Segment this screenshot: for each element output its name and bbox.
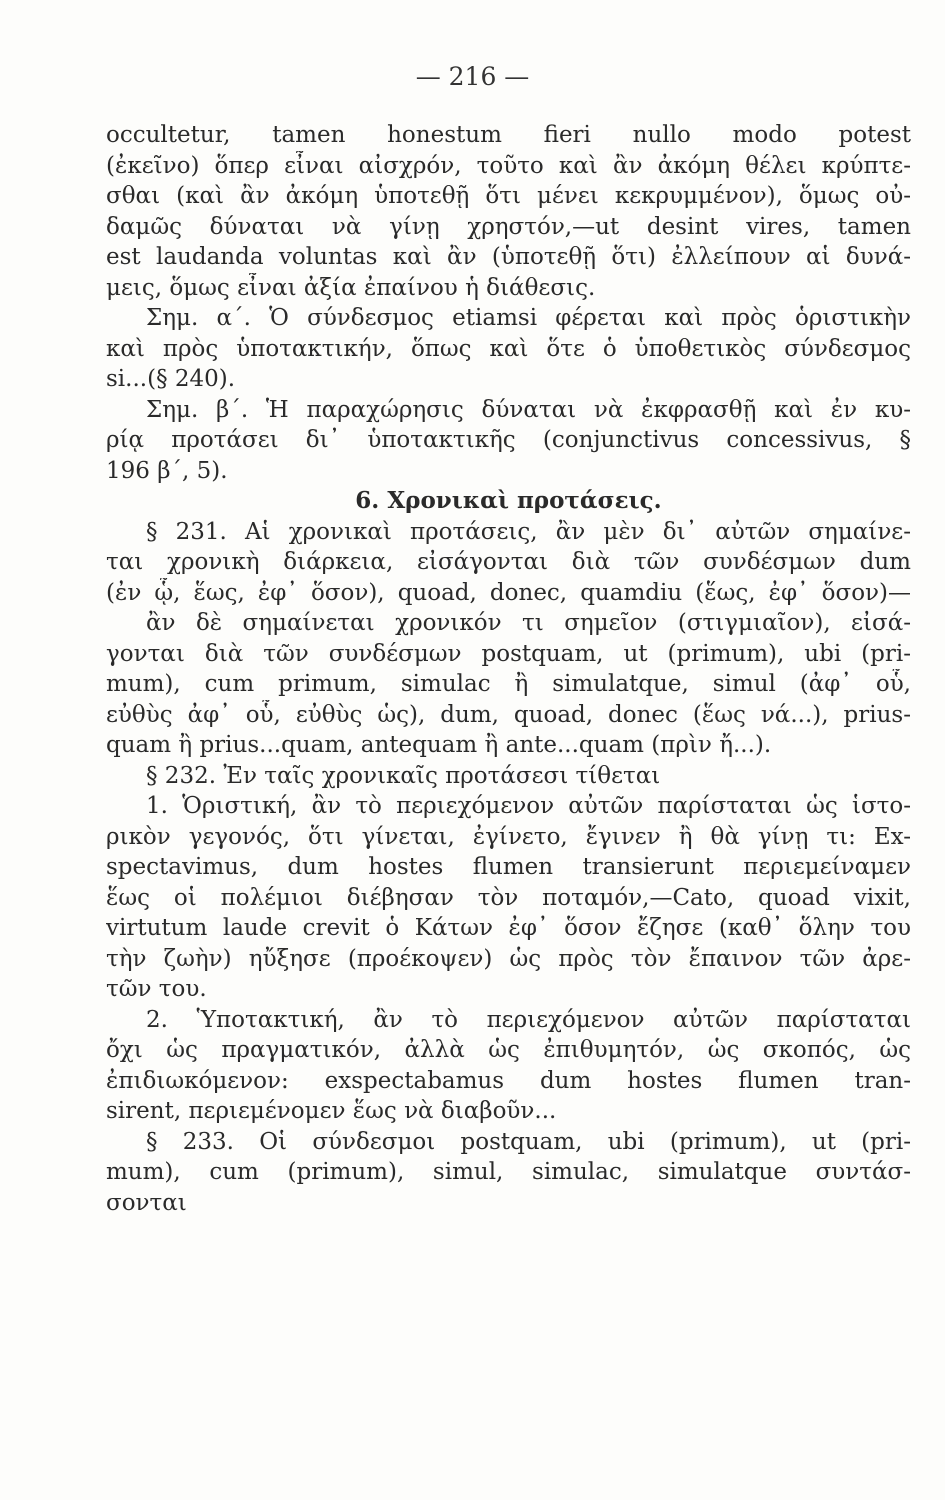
text-line: σονται — [106, 1189, 187, 1216]
text-line: τῶν του. — [106, 976, 207, 1002]
text-line: τὴν ζωὴν) ηὔξησε (προέκοψεν) ὡς πρὸς τὸν ἔπαινον τῶν ἀρε- — [106, 945, 911, 972]
text-line: ρίᾳ προτάσει δι᾿ ὑποτακτικῆς (conjunctivus concessivus, § — [106, 427, 911, 453]
text-line: § 232. Ἐν ταῖς χρονικαῖς προτάσεσι τίθεται — [146, 762, 661, 789]
text-line: ἐπιδιωκόμενον: exspectabamus dum hostes flumen tran- — [106, 1067, 911, 1094]
text-line: sirent, περιεμένομεν ἕως νὰ διαβοῦν... — [106, 1098, 557, 1124]
text-line: μεις, ὅμως εἶναι ἀξία ἐπαίνου ἡ διάθεσις. — [106, 274, 596, 301]
text-line: mum), cum (primum), simul, simulac, simulatque συντάσ- — [106, 1159, 911, 1185]
text-line: occultetur, tamen honestum fieri nullo modo potest — [106, 122, 911, 148]
page-number: — 216 — — [415, 62, 530, 91]
text-line: δαμῶς δύναται νὰ γίνῃ χρηστόν,—ut desint vires, tamen — [106, 213, 911, 240]
text-line: Σημ. β΄. Ἡ παραχώρησις δύναται νὰ ἐκφρασθῇ καὶ ἐν κυ- — [146, 396, 911, 423]
text-line: σθαι (καὶ ἂν ἀκόμη ὑποτεθῇ ὅτι μένει κεκρυμμένον), ὅμως οὐ- — [106, 183, 911, 209]
text-line: ὄχι ὡς πραγματικόν, ἀλλὰ ὡς ἐπιθυμητόν, ὡς σκοπός, ὡς — [106, 1037, 911, 1063]
text-line: virtutum laude crevit ὁ Κάτων ἐφ᾿ ὅσον ἔζησε (καθ᾿ ὅλην του — [106, 915, 911, 941]
text-line: ρικὸν γεγονός, ὅτι γίνεται, ἐγίνετο, ἔγινεν ἢ θὰ γίνῃ τι: Ex- — [106, 823, 911, 850]
text-line: 6. Χρονικαὶ προτάσεις. — [355, 487, 662, 514]
text-line: spectavimus, dum hostes flumen transierunt περιεμείναμεν — [106, 854, 911, 880]
text-line: ἕως οἱ πολέμιοι διέβησαν τὸν ποταμόν,—Cato, quoad vixit, — [106, 884, 911, 911]
text-line: (ἐν ᾧ, ἕως, ἐφ᾿ ὅσον), quoad, donec, quamdiu (ἕως, ἐφ᾿ ὅσον)— — [106, 579, 911, 606]
text-line: § 233. Οἱ σύνδεσμοι postquam, ubi (primum), ut (pri- — [146, 1128, 911, 1155]
body-text — [106, 120, 911, 1218]
text-line: Σημ. α΄. Ὁ σύνδεσμος etiamsi φέρεται καὶ πρὸς ὁριστικὴν — [146, 305, 911, 331]
text-line: (ἐκεῖνο) ὅπερ εἶναι αἰσχρόν, τοῦτο καὶ ἂν ἀκόμη θέλει κρύπτε- — [106, 152, 911, 179]
text-line: 1. Ὁριστική, ἂν τὸ περιεχόμενον αὐτῶν παρίσταται ὡς ἱστο- — [146, 793, 911, 819]
text-line: καὶ πρὸς ὑποτακτικήν, ὅπως καὶ ὅτε ὁ ὑποθετικὸς σύνδεσμος — [106, 335, 911, 362]
text-line: ἂν δὲ σημαίνεται χρονικόν τι σημεῖον (στιγμιαῖον), εἰσά- — [146, 610, 911, 636]
text-line: quam ἢ prius...quam, antequam ἢ ante...quam (πρὶν ἤ...). — [106, 732, 772, 758]
text-line: εὐθὺς ἀφ᾿ οὗ, εὐθὺς ὡς), dum, quoad, donec (ἕως νά...), prius- — [106, 701, 911, 728]
text-line: mum), cum primum, simulac ἢ simulatque, simul (ἀφ᾿ οὗ, — [106, 671, 911, 697]
text-line: 2. Ὑποτακτική, ἂν τὸ περιεχόμενον αὐτῶν παρίσταται — [146, 1006, 911, 1033]
text-line: § 231. Αἱ χρονικαὶ προτάσεις, ἂν μὲν δι᾿ αὐτῶν σημαίνε- — [146, 518, 911, 545]
text-line: ται χρονικὴ διάρκεια, εἰσάγονται διὰ τῶν συνδέσμων dum — [106, 549, 911, 575]
text-line: est laudanda voluntas καὶ ἂν (ὑποτεθῇ ὅτι) ἐλλείπουν αἱ δυνά- — [106, 244, 911, 270]
text-line: si...(§ 240). — [106, 366, 236, 392]
text-line: γονται διὰ τῶν συνδέσμων postquam, ut (primum), ubi (pri- — [106, 640, 911, 667]
text-line: 196 β΄, 5). — [106, 457, 228, 484]
